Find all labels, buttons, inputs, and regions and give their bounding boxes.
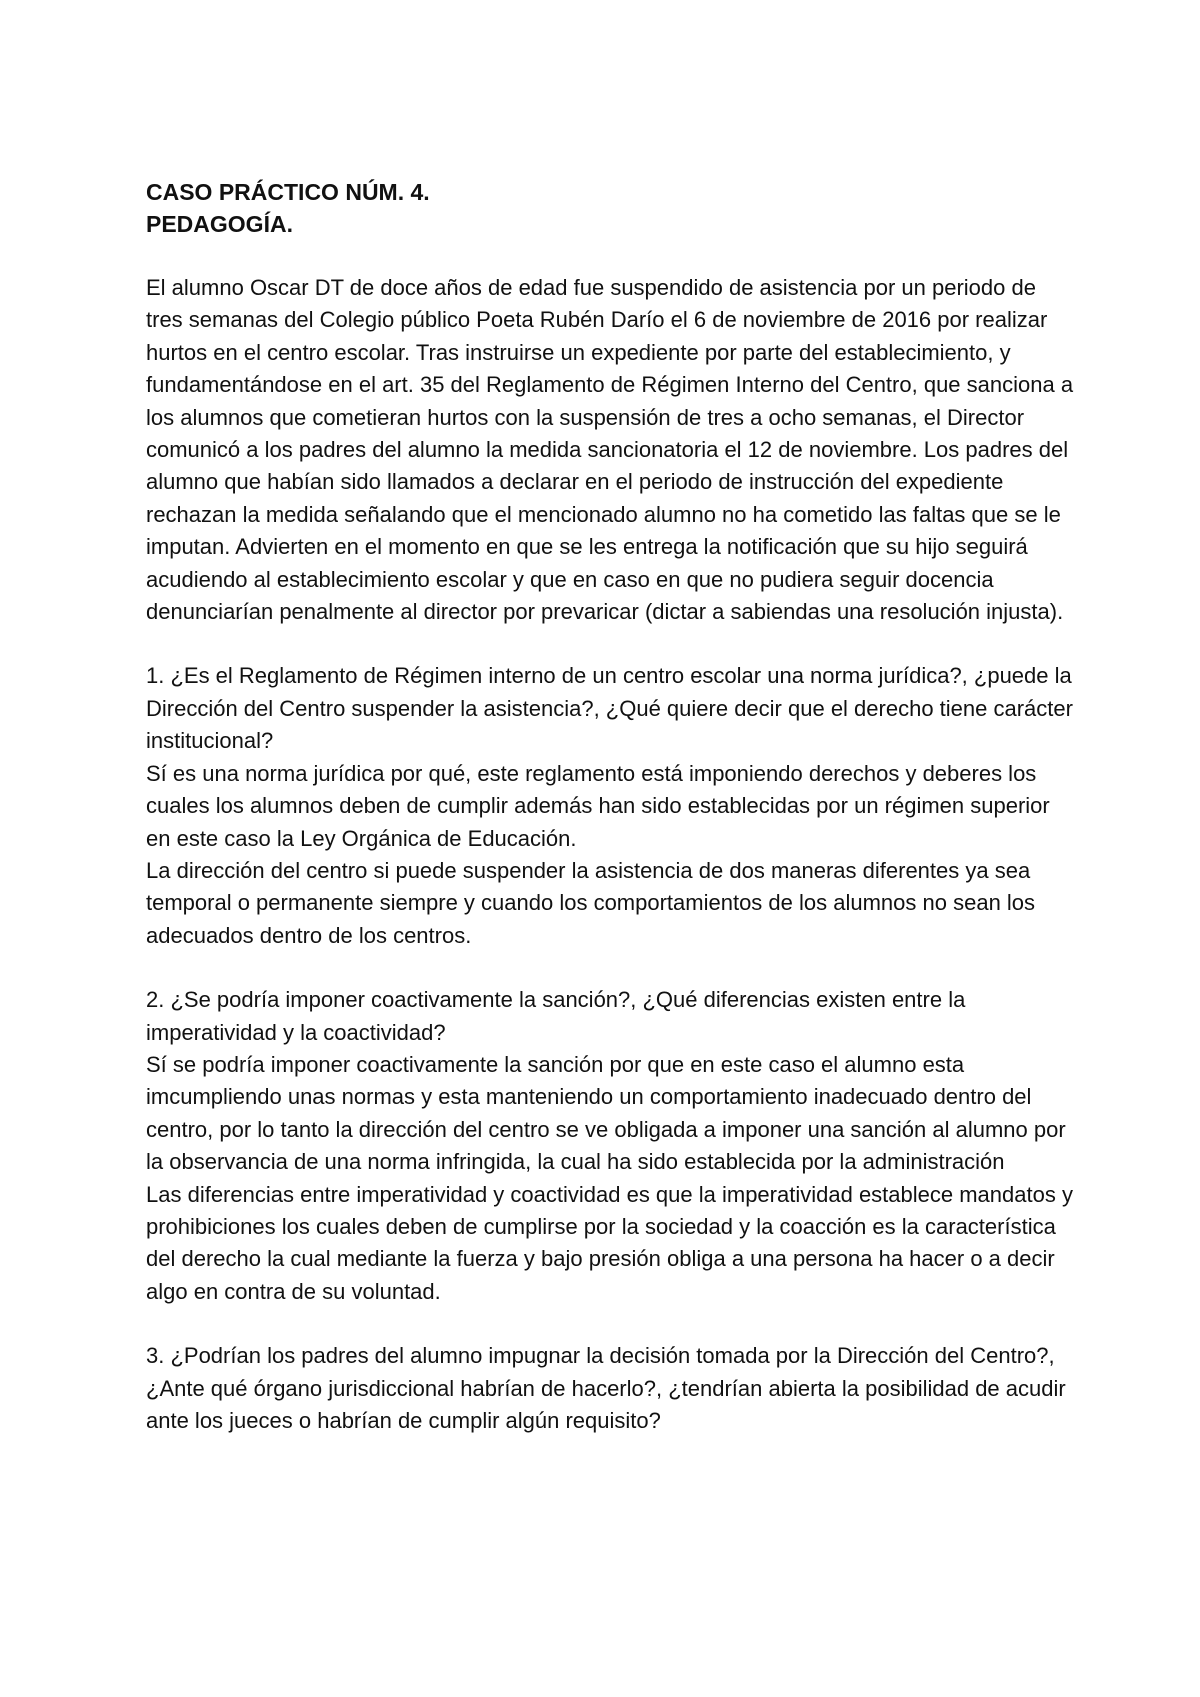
answer-1-part-1: Sí es una norma jurídica por qué, este reglamento está imponiendo derechos y deberes los cuales los alumnos deben de cumplir además han sido establecidas por un régimen superior en este caso la Ley Orgánica de Educación.	[146, 760, 1050, 851]
answer-2-part-2: Las diferencias entre imperatividad y coactividad es que la imperatividad establece mandatos y prohibiciones los cuales deben de cumplirse por la sociedad y la coacción es la característica del derecho la cual mediante la fuerza y bajo presión obliga a una persona ha hacer o a decir algo en contra de su voluntad.	[146, 1181, 1073, 1304]
case-title: CASO PRÁCTICO NÚM. 4.	[146, 179, 430, 205]
document-page	[146, 176, 1076, 1437]
answer-1-part-2: La dirección del centro si puede suspender la asistencia de dos maneras diferentes ya sea temporal o permanente siempre y cuando los comportamientos de los alumnos no sean los adecuados dentro de los centros.	[146, 857, 1036, 948]
spacer	[146, 1308, 1076, 1340]
case-subject: PEDAGOGÍA.	[146, 211, 293, 237]
case-statement: El alumno Oscar DT de doce años de edad fue suspendido de asistencia por un periodo de tres semanas del Colegio público Poeta Rubén Darío el 6 de noviembre de 2016 por realizar hurtos en el centro escolar. Tras instruirse un expediente por parte del establecimiento, y fundamentándose en el art. 35 del Reglamento de Régimen Interno del Centro, que sanciona a los alumnos que cometieran hurtos con la suspensión de tres a ocho semanas, el Director comunicó a los padres del alumno la medida sancionatoria el 12 de noviembre. Los padres del alumno que habían sido llamados a declarar en el periodo de instrucción del expediente rechazan la medida señalando que el mencionado alumno no ha cometido las faltas que se le imputan. Advierten en el momento en que se les entrega la notificación que su hijo seguirá acudiendo al establecimiento escolar y que en caso en que no pudiera seguir docencia denunciarían penalmente al director por prevaricar (dictar a sabiendas una resolución injusta).	[146, 275, 1074, 625]
question-2: 2. ¿Se podría imponer coactivamente la sanción?, ¿Qué diferencias existen entre la imperatividad y la coactividad?	[146, 987, 966, 1045]
spacer	[146, 952, 1076, 984]
spacer	[146, 240, 1076, 272]
question-1: 1. ¿Es el Reglamento de Régimen interno de un centro escolar una norma jurídica?, ¿puede la Dirección del Centro suspender la asistencia?, ¿Qué quiere decir que el derecho tiene carácter institucional?	[146, 663, 1073, 754]
question-3: 3. ¿Podrían los padres del alumno impugnar la decisión tomada por la Dirección del Centro?, ¿Ante qué órgano jurisdiccional habrían de hacerlo?, ¿tendrían abierta la posibilidad de acudir ante los jueces o habrían de cumplir algún requisito?	[146, 1343, 1066, 1433]
answer-2-part-1: Sí se podría imponer coactivamente la sanción por que en este caso el alumno esta imcumpliendo unas normas y esta manteniendo un comportamiento inadecuado dentro del centro, por lo tanto la dirección del centro se ve obligada a imponer una sanción al alumno por la observancia de una norma infringida, la cual ha sido establecida por la administración	[146, 1051, 1066, 1175]
spacer	[146, 628, 1076, 660]
